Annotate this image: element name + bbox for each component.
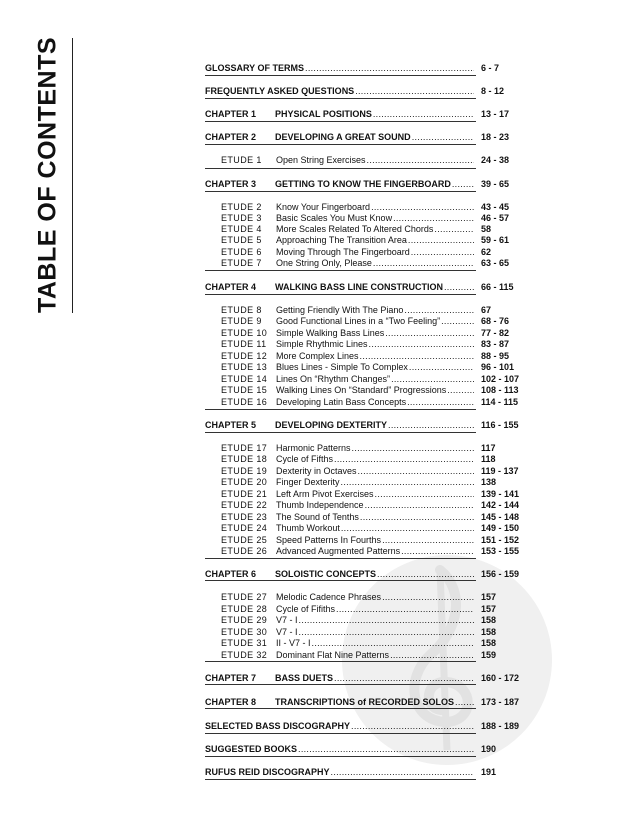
toc-entry-label: ETUDE 24 bbox=[221, 523, 268, 533]
toc-entry-label: CHAPTER 2 bbox=[205, 132, 257, 142]
toc-entry-label: ETUDE 11 bbox=[221, 339, 267, 349]
toc-entry-title: DEVELOPING A GREAT SOUND bbox=[275, 132, 411, 142]
dot-leader bbox=[298, 743, 474, 755]
toc-entry-label: ETUDE 18 bbox=[221, 454, 268, 464]
toc-entry-pages: 151 - 152 bbox=[481, 535, 520, 545]
toc-entry-pages: 18 - 23 bbox=[481, 132, 510, 142]
toc-etude-row bbox=[205, 522, 520, 534]
side-title bbox=[18, 36, 78, 314]
toc-entry-pages: 157 bbox=[481, 604, 497, 614]
toc-entry-label: CHAPTER 5 bbox=[205, 420, 257, 430]
toc-entry-pages: 13 - 17 bbox=[481, 109, 510, 119]
toc-etude-row bbox=[205, 614, 500, 626]
toc-entry-label: CHAPTER 3 bbox=[205, 179, 257, 189]
toc-entry-label: CHAPTER 8 bbox=[205, 697, 257, 707]
toc-entry-pages: 188 - 189 bbox=[481, 721, 520, 731]
toc-entry-title: Melodic Cadence Phrases bbox=[276, 592, 382, 602]
toc-entry-pages: 63 - 65 bbox=[481, 258, 510, 268]
toc-entry-title: Open String Exercises bbox=[276, 155, 366, 165]
toc-rule bbox=[205, 409, 476, 410]
toc-etude-row bbox=[205, 384, 519, 396]
toc-entry-title: SOLOISTIC CONCEPTS bbox=[275, 569, 377, 579]
toc-entry-label: ETUDE 23 bbox=[221, 512, 268, 522]
dot-leader bbox=[412, 131, 474, 143]
dot-leader bbox=[351, 720, 474, 732]
toc-entry-title: The Sound of Tenths bbox=[276, 512, 359, 522]
toc-etude-row bbox=[205, 499, 520, 511]
toc-entry-title: Dexterity in Octaves bbox=[276, 466, 357, 476]
toc-rule bbox=[205, 779, 476, 780]
toc-entry-pages: 191 bbox=[481, 767, 497, 777]
toc-entry-label: ETUDE 32 bbox=[221, 650, 268, 660]
toc-entry-pages: 157 bbox=[481, 592, 497, 602]
toc-entry-label: ETUDE 3 bbox=[221, 213, 262, 223]
toc-entry-pages: 62 bbox=[481, 247, 492, 257]
toc-entry-label: ETUDE 2 bbox=[221, 202, 262, 212]
toc-entry-pages: 102 - 107 bbox=[481, 374, 520, 384]
side-title-text: TABLE OF CONTENTS bbox=[33, 36, 62, 314]
toc-entry-title: II - V7 - I bbox=[276, 638, 311, 648]
toc-entry-title: SUGGESTED BOOKS bbox=[205, 744, 298, 754]
toc-etude-row bbox=[205, 234, 510, 246]
toc-rule bbox=[205, 558, 476, 559]
toc-section-row bbox=[205, 696, 520, 708]
toc-entry-title: BASS DUETS bbox=[275, 673, 334, 683]
toc-entry-label: ETUDE 16 bbox=[221, 397, 268, 407]
toc-entry-title: RUFUS REID DISCOGRAPHY bbox=[205, 767, 330, 777]
dot-leader bbox=[334, 453, 474, 465]
toc-entry-title: V7 - I bbox=[276, 627, 298, 637]
dot-leader bbox=[355, 85, 474, 97]
dot-leader bbox=[409, 361, 474, 373]
toc-section-row bbox=[205, 62, 500, 74]
toc-entry-label: ETUDE 22 bbox=[221, 500, 268, 510]
toc-section-row bbox=[205, 568, 520, 580]
toc-entry-label: CHAPTER 6 bbox=[205, 569, 257, 579]
toc-entry-pages: 66 - 115 bbox=[481, 282, 514, 292]
toc-etude-row bbox=[205, 545, 520, 557]
toc-entry-pages: 142 - 144 bbox=[481, 500, 520, 510]
toc-entry-label: ETUDE 20 bbox=[221, 477, 268, 487]
toc-entry-title: Blues Lines - Simple To Complex bbox=[276, 362, 408, 372]
toc-entry-pages: 8 - 12 bbox=[481, 86, 505, 96]
toc-etude-row bbox=[205, 338, 510, 350]
toc-entry-label: ETUDE 7 bbox=[221, 258, 262, 268]
dot-leader bbox=[305, 62, 474, 74]
toc-rule bbox=[205, 121, 476, 122]
toc-entry-pages: 77 - 82 bbox=[481, 328, 510, 338]
dot-leader bbox=[367, 154, 474, 166]
toc-section-row bbox=[205, 766, 500, 778]
toc-section-row bbox=[205, 85, 505, 97]
toc-entry-title: More Complex Lines bbox=[276, 351, 359, 361]
dot-leader bbox=[299, 614, 474, 626]
dot-leader bbox=[312, 637, 474, 649]
dot-leader bbox=[341, 476, 474, 488]
toc-section-row bbox=[205, 720, 520, 732]
toc-entry-label: ETUDE 21 bbox=[221, 489, 268, 499]
toc-entry-pages: 114 - 115 bbox=[481, 397, 519, 407]
toc-rule bbox=[205, 580, 476, 581]
toc-entry-pages: 88 - 95 bbox=[481, 351, 510, 361]
toc-section-row bbox=[205, 108, 510, 120]
toc-entry-title: SELECTED BASS DISCOGRAPHY bbox=[205, 721, 351, 731]
toc-rule bbox=[205, 270, 476, 271]
toc-entry-title: Simple Rhythmic Lines bbox=[276, 339, 368, 349]
toc-entry-title: Harmonic Patterns bbox=[276, 443, 351, 453]
toc-entry-label: ETUDE 31 bbox=[221, 638, 268, 648]
toc-entry-pages: 160 - 172 bbox=[481, 673, 520, 683]
dot-leader bbox=[341, 522, 474, 534]
toc-entry-title: GETTING TO KNOW THE FINGERBOARD bbox=[275, 179, 451, 189]
toc-entry-title: More Scales Related To Altered Chords bbox=[276, 224, 434, 234]
toc-rule bbox=[205, 733, 476, 734]
toc-entry-pages: 83 - 87 bbox=[481, 339, 510, 349]
toc-entry-label: ETUDE 30 bbox=[221, 627, 268, 637]
toc-entry-title: Approaching The Transition Area bbox=[276, 235, 407, 245]
toc-etude-row bbox=[205, 637, 500, 649]
toc-entry-label: ETUDE 14 bbox=[221, 374, 268, 384]
toc-entry-pages: 59 - 61 bbox=[481, 235, 510, 245]
toc-entry-title: Simple Walking Bass Lines bbox=[276, 328, 385, 338]
dot-leader bbox=[382, 591, 474, 603]
toc-section-row bbox=[205, 419, 519, 431]
toc-etude-row bbox=[205, 361, 515, 373]
toc-entry-pages: 24 - 38 bbox=[481, 155, 510, 165]
toc-entry-pages: 46 - 57 bbox=[481, 213, 510, 223]
toc-etude-row bbox=[205, 591, 500, 603]
toc-entry-label: ETUDE 29 bbox=[221, 615, 268, 625]
toc-section-row bbox=[205, 178, 510, 190]
toc-entry-pages: 58 bbox=[481, 224, 492, 234]
toc-entry-title: Walking Lines On “Standard” Progressions bbox=[276, 385, 447, 395]
dot-leader bbox=[444, 281, 474, 293]
dot-leader bbox=[441, 315, 474, 327]
toc-entry-pages: 108 - 113 bbox=[481, 385, 519, 395]
toc-etude-row bbox=[205, 154, 510, 166]
toc-entry-label: ETUDE 4 bbox=[221, 224, 262, 234]
toc-entry-label: ETUDE 5 bbox=[221, 235, 262, 245]
toc-entry-title: PHYSICAL POSITIONS bbox=[275, 109, 372, 119]
toc-entry-label: ETUDE 27 bbox=[221, 592, 268, 602]
toc-entry-pages: 153 - 155 bbox=[481, 546, 520, 556]
toc-entry-label: ETUDE 6 bbox=[221, 247, 262, 257]
toc-entry-label: ETUDE 19 bbox=[221, 466, 268, 476]
toc-entry-title: GLOSSARY OF TERMS bbox=[205, 63, 305, 73]
toc-entry-pages: 39 - 65 bbox=[481, 179, 510, 189]
toc-entry-label: ETUDE 28 bbox=[221, 604, 268, 614]
toc-entry-title: Thumb Independence bbox=[276, 500, 364, 510]
toc-etude-row bbox=[205, 453, 500, 465]
toc-entry-title: WALKING BASS LINE CONSTRUCTION bbox=[275, 282, 443, 292]
toc-entry-title: Basic Scales You Must Know bbox=[276, 213, 393, 223]
dot-leader bbox=[373, 108, 474, 120]
dot-leader bbox=[447, 384, 474, 396]
toc-entry-title: Speed Patterns In Fourths bbox=[276, 535, 382, 545]
vertical-rule bbox=[72, 38, 73, 313]
toc-entry-title: Good Functional Lines in a “Two Feeling” bbox=[276, 316, 441, 326]
toc-etude-row bbox=[205, 649, 500, 661]
dot-leader bbox=[455, 696, 474, 708]
dot-leader bbox=[401, 545, 474, 557]
toc-rule bbox=[205, 98, 476, 99]
toc-entry-pages: 116 - 155 bbox=[481, 420, 519, 430]
toc-rule bbox=[205, 144, 476, 145]
dot-leader bbox=[331, 766, 474, 778]
dot-leader bbox=[407, 396, 474, 408]
toc-entry-pages: 158 bbox=[481, 638, 497, 648]
toc-entry-pages: 96 - 101 bbox=[481, 362, 515, 372]
toc-entry-title: Left Arm Pivot Exercises bbox=[276, 489, 374, 499]
toc-section-row bbox=[205, 131, 510, 143]
dot-leader bbox=[377, 568, 474, 580]
toc-rule bbox=[205, 75, 476, 76]
toc-entry-title: Developing Latin Bass Concepts bbox=[276, 397, 407, 407]
dot-leader bbox=[334, 672, 474, 684]
dot-leader bbox=[408, 234, 474, 246]
toc-entry-pages: 159 bbox=[481, 650, 497, 660]
toc-entry-pages: 145 - 148 bbox=[481, 512, 520, 522]
toc-entry-label: CHAPTER 7 bbox=[205, 673, 257, 683]
toc-etude-row bbox=[205, 476, 500, 488]
dot-leader bbox=[452, 178, 474, 190]
toc-rule bbox=[205, 191, 476, 192]
toc-entry-title: Cycle of Fifiths bbox=[276, 604, 336, 614]
toc-entry-label: ETUDE 1 bbox=[221, 155, 262, 165]
dot-leader bbox=[369, 338, 474, 350]
toc-entry-pages: 68 - 76 bbox=[481, 316, 510, 326]
toc-section-row bbox=[205, 672, 520, 684]
toc-etude-row bbox=[205, 315, 510, 327]
toc-entry-title: Cycle of Fifths bbox=[276, 454, 334, 464]
toc-section-row bbox=[205, 743, 500, 755]
toc-entry-pages: 119 - 137 bbox=[481, 466, 519, 476]
toc-entry-pages: 139 - 141 bbox=[481, 489, 520, 499]
dot-leader bbox=[373, 257, 474, 269]
toc-entry-title: Lines On “Rhythm Changes” bbox=[276, 374, 391, 384]
toc-section-row bbox=[205, 281, 514, 293]
toc-rule bbox=[205, 294, 476, 295]
toc-entry-label: CHAPTER 4 bbox=[205, 282, 257, 292]
toc-entry-label: ETUDE 26 bbox=[221, 546, 268, 556]
toc-entry-title: DEVELOPING DEXTERITY bbox=[275, 420, 388, 430]
toc-entry-pages: 138 bbox=[481, 477, 497, 487]
dot-leader bbox=[390, 649, 474, 661]
toc-entry-pages: 118 bbox=[481, 454, 496, 464]
toc-entry-label: ETUDE 15 bbox=[221, 385, 268, 395]
toc-entry-pages: 6 - 7 bbox=[481, 63, 500, 73]
toc-entry-label: ETUDE 10 bbox=[221, 328, 268, 338]
toc-rule bbox=[205, 432, 476, 433]
toc-entry-label: ETUDE 8 bbox=[221, 305, 262, 315]
toc-etude-row bbox=[205, 257, 510, 269]
toc-rule bbox=[205, 756, 476, 757]
toc-entry-pages: 149 - 150 bbox=[481, 523, 520, 533]
dot-leader bbox=[365, 499, 474, 511]
toc-entry-label: CHAPTER 1 bbox=[205, 109, 257, 119]
toc-entry-title: V7 - I bbox=[276, 615, 298, 625]
toc-entry-title: Advanced Augmented Patterns bbox=[276, 546, 401, 556]
toc-entry-title: Thumb Workout bbox=[276, 523, 340, 533]
toc-entry-title: Know Your Fingerboard bbox=[276, 202, 371, 212]
toc-entry-label: ETUDE 9 bbox=[221, 316, 262, 326]
toc-entry-label: ETUDE 13 bbox=[221, 362, 268, 372]
toc-entry-pages: 43 - 45 bbox=[481, 202, 510, 212]
toc-entry-pages: 173 - 187 bbox=[481, 697, 520, 707]
toc-entry-pages: 117 bbox=[481, 443, 496, 453]
toc-entry-title: FREQUENTLY ASKED QUESTIONS bbox=[205, 86, 355, 96]
toc-entry-title: Getting Friendly With The Piano bbox=[276, 305, 404, 315]
toc-entry-title: Dominant Flat Nine Patterns bbox=[276, 650, 390, 660]
toc-etude-row bbox=[205, 396, 519, 408]
toc-entry-label: ETUDE 25 bbox=[221, 535, 268, 545]
toc-entry-title: TRANSCRIPTIONS of RECORDED SOLOS bbox=[275, 697, 455, 707]
dot-leader bbox=[388, 419, 474, 431]
toc-entry-title: One String Only, Please bbox=[276, 258, 372, 268]
toc-entry-title: Finger Dexterity bbox=[276, 477, 340, 487]
toc-rule bbox=[205, 168, 476, 169]
toc-rule bbox=[205, 708, 476, 709]
toc-entry-pages: 67 bbox=[481, 305, 492, 315]
toc-entry-title: Moving Through The Fingerboard bbox=[276, 247, 410, 257]
toc-rule bbox=[205, 684, 476, 685]
toc-entry-label: ETUDE 17 bbox=[221, 443, 268, 453]
toc-entry-pages: 158 bbox=[481, 615, 497, 625]
toc-entry-label: ETUDE 12 bbox=[221, 351, 268, 361]
toc-entry-pages: 158 bbox=[481, 627, 497, 637]
toc-entry-pages: 156 - 159 bbox=[481, 569, 520, 579]
toc-entry-pages: 190 bbox=[481, 744, 497, 754]
toc-rule bbox=[205, 661, 476, 662]
